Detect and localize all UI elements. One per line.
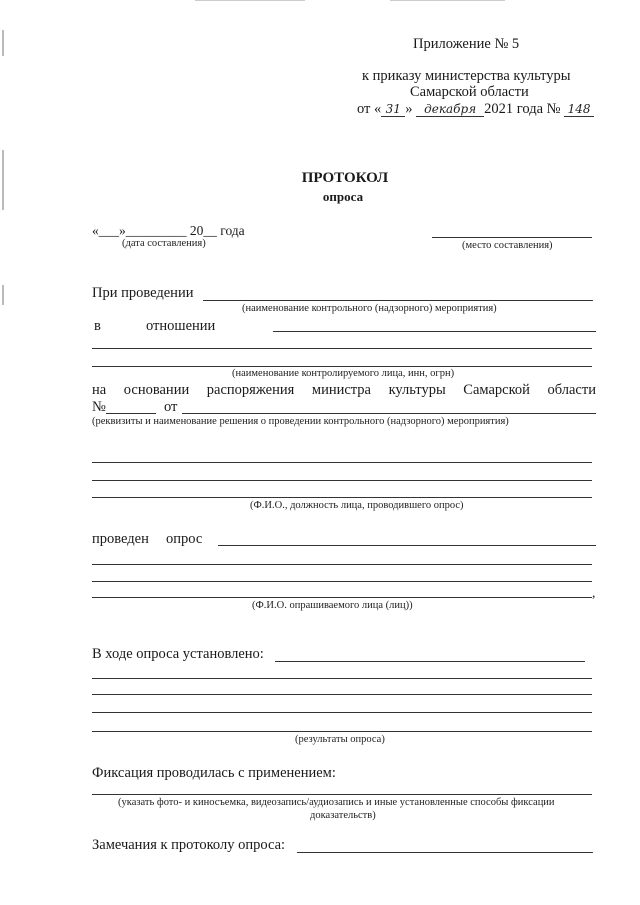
basis-word: области bbox=[547, 382, 596, 398]
scan-mark bbox=[2, 285, 4, 305]
comma-mark: , bbox=[592, 585, 596, 600]
compile-date-caption: (дата составления) bbox=[122, 238, 206, 249]
respondent-field-line bbox=[218, 545, 596, 546]
interviewer-caption: (Ф.И.О., должность лица, проводившего опрос) bbox=[250, 500, 464, 511]
order-date-line bbox=[357, 101, 594, 118]
remarks-field-line bbox=[297, 852, 593, 853]
conducting-label: При проведении bbox=[92, 285, 194, 301]
document-title: ПРОТОКОЛ bbox=[301, 170, 389, 186]
basis-word: основании bbox=[123, 382, 190, 398]
basis-word: на bbox=[92, 382, 107, 398]
results-field-line-2 bbox=[92, 678, 592, 679]
interviewer-field-line-2 bbox=[92, 480, 592, 481]
basis-word: Самарской bbox=[463, 382, 530, 398]
scan-top-line bbox=[390, 0, 505, 1]
fixation-label: Фиксация проводилась с применением: bbox=[92, 765, 336, 781]
date-day: 31 bbox=[381, 103, 405, 117]
compile-place-caption: (место составления) bbox=[462, 240, 553, 251]
document-subtitle: опроса bbox=[322, 189, 364, 204]
fixation-field-line bbox=[92, 794, 592, 795]
interviewer-field-line bbox=[92, 462, 592, 463]
regarding-word: отношении bbox=[146, 318, 216, 334]
controlled-entity-caption: (наименование контролируемого лица, инн, огрн) bbox=[232, 368, 455, 379]
regarding-field-line-2 bbox=[92, 348, 592, 349]
remarks-label: Замечания к протоколу опроса: bbox=[92, 837, 286, 853]
scan-mark bbox=[2, 30, 4, 56]
basis-line bbox=[92, 382, 596, 399]
interviewer-field-line-3 bbox=[92, 497, 592, 498]
fixation-caption: (указать фото- и киносъемка, видеозапись/аудиозапись и иные установленные способы фиксации bbox=[118, 797, 555, 808]
number-field-line bbox=[106, 413, 156, 414]
scan-top-line bbox=[195, 0, 305, 1]
date-month: декабря bbox=[416, 103, 484, 117]
results-field-line-4 bbox=[92, 712, 592, 713]
basis-word: министра bbox=[311, 382, 371, 398]
survey-word: опрос bbox=[166, 531, 203, 547]
respondent-field-line-2 bbox=[92, 564, 592, 565]
results-caption: (результаты опроса) bbox=[295, 734, 385, 745]
results-field-line-3 bbox=[92, 694, 592, 695]
from-field-line bbox=[182, 413, 596, 414]
date-prefix: от « bbox=[357, 101, 382, 117]
held-word: проведен bbox=[92, 531, 149, 547]
basis-word: культуры bbox=[388, 382, 446, 398]
regarding-field-line bbox=[273, 331, 596, 332]
respondent-field-line-4 bbox=[92, 597, 592, 598]
decision-caption: (реквизиты и наименование решения о проведении контрольного (надзорного) мероприятия) bbox=[92, 416, 509, 427]
appendix-number: Приложение № 5 bbox=[413, 36, 520, 52]
respondent-field-line-3 bbox=[92, 581, 592, 582]
number-label: № bbox=[92, 399, 106, 415]
date-year: 2021 года № bbox=[484, 101, 561, 117]
order-reference: к приказу министерства культуры bbox=[362, 68, 571, 84]
region-name: Самарской области bbox=[410, 84, 529, 100]
respondent-caption: (Ф.И.О. опрашиваемого лица (лиц)) bbox=[252, 600, 413, 611]
date-sep: » bbox=[405, 101, 413, 117]
established-label: В ходе опроса установлено: bbox=[92, 646, 264, 662]
compile-date-field: «___»_________ 20__ года bbox=[92, 223, 245, 238]
in-word: в bbox=[94, 318, 101, 334]
results-field-line-5 bbox=[92, 731, 592, 732]
results-field-line bbox=[275, 661, 585, 662]
conducting-field-line bbox=[203, 300, 593, 301]
order-number: 148 bbox=[564, 103, 594, 117]
basis-word: распоряжения bbox=[206, 382, 295, 398]
regarding-field-line-3 bbox=[92, 366, 592, 367]
from-label: от bbox=[164, 399, 178, 415]
conducting-caption: (наименование контрольного (надзорного) мероприятия) bbox=[242, 303, 497, 314]
place-field-line bbox=[432, 237, 592, 238]
fixation-caption-2: доказательств) bbox=[310, 810, 376, 821]
